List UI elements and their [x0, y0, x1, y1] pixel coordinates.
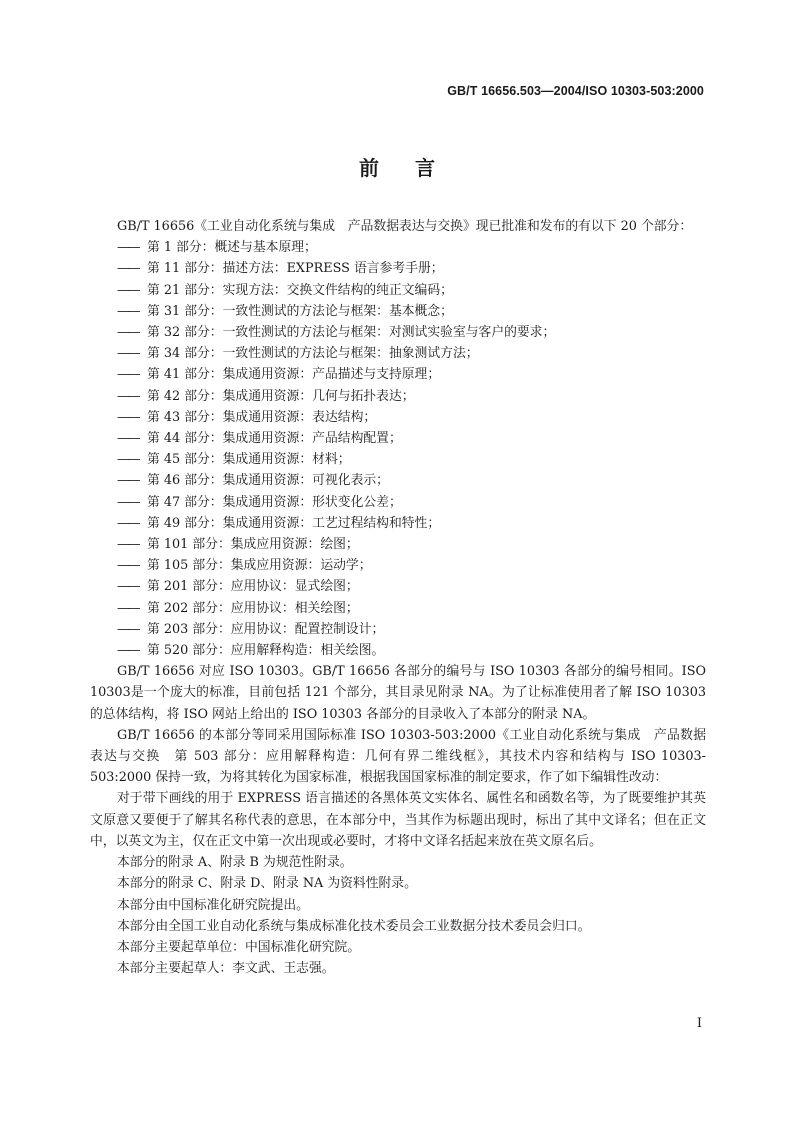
- body-paragraph: 本部分由全国工业自动化系统与集成标准化技术委员会工业数据分技术委员会归口。: [117, 918, 591, 934]
- part-list-item: [90, 576, 706, 597]
- list-dash: ——: [117, 515, 139, 531]
- list-dash: ——: [117, 473, 139, 489]
- part-list-text: 第 201 部分：应用协议：显式绘图；: [147, 579, 359, 595]
- part-list-item: [90, 407, 706, 428]
- body-paragraph: 本部分的附录 A、附录 B 为规范性附录。: [117, 855, 353, 871]
- list-dash: ——: [117, 325, 139, 341]
- part-list-text: 第 45 部分：集成通用资源：材料；: [147, 452, 351, 468]
- list-dash: ——: [117, 494, 139, 510]
- part-list-text: 第 101 部分：集成应用资源：绘图；: [147, 537, 359, 553]
- part-list-text: 第 49 部分：集成通用资源：工艺过程结构和特性；: [147, 515, 441, 531]
- part-list-item: [90, 301, 706, 322]
- part-list-item: [90, 513, 706, 534]
- part-list-item: [90, 428, 706, 449]
- body-paragraph: 对于带下画线的用于 EXPRESS 语言描述的各黑体英文实体名、属性名和函数名等，为了既要维护其英文原意又要便于了解其名称代表的意思，在本部分中，当其作为标题出现时，标出了其中文译名；但在正文中，以英文为主，仅在正文中第一次出现或必要时，才将中文译名括起来放在英文原名后。: [90, 791, 706, 849]
- list-dash: ——: [117, 240, 139, 256]
- parts-list: [90, 237, 706, 661]
- part-list-text: 第 105 部分：集成应用资源：运动学；: [147, 558, 372, 574]
- part-list-text: 第 520 部分：应用解释构造：相关绘图。: [147, 643, 385, 659]
- part-list-item: [90, 322, 706, 343]
- part-list-item: [90, 470, 706, 491]
- part-list-text: 第 21 部分：实现方法：交换文件结构的纯正文编码；: [147, 282, 453, 298]
- list-dash: ——: [117, 600, 139, 616]
- part-list-item: [90, 619, 706, 640]
- list-dash: ——: [117, 537, 139, 553]
- body-paragraph: 本部分由中国标准化研究院提出。: [117, 897, 309, 913]
- page-number: I: [696, 1016, 702, 1031]
- body-paragraphs: [90, 661, 706, 979]
- list-dash: ——: [117, 452, 139, 468]
- list-dash: ——: [117, 558, 139, 574]
- part-list-text: 第 44 部分：集成通用资源：产品结构配置；: [147, 431, 402, 447]
- body-paragraph: 本部分主要起草人：李文武、王志强。: [117, 961, 335, 977]
- part-list-text: 第 11 部分：描述方法：EXPRESS 语言参考手册；: [147, 261, 444, 277]
- part-list-item: [90, 386, 706, 407]
- list-dash: ——: [117, 621, 139, 637]
- document-body: [90, 216, 706, 979]
- part-list-text: 第 42 部分：集成通用资源：几何与拓扑表达；: [147, 388, 415, 404]
- body-paragraph: GB/T 16656 的本部分等同采用国际标准 ISO 10303-503:2000《工业自动化系统与集成 产品数据表达与交换 第 503 部分：应用解释构造：几何有界二维线框》，其技术内容和结构与 ISO 10303-503:2000 保持一致，为将其转化为国家标准，根据我国国家标准的制定要求，作了如下编辑性改动：: [90, 727, 706, 786]
- list-dash: ——: [117, 388, 139, 404]
- part-list-item: [90, 555, 706, 576]
- part-list-item: [90, 280, 706, 301]
- page-title: 前言: [359, 156, 471, 180]
- part-list-text: 第 203 部分：应用协议：配置控制设计；: [147, 621, 385, 637]
- list-dash: ——: [117, 409, 139, 425]
- part-list-text: 第 34 部分：一致性测试的方法论与框架：抽象测试方法；: [147, 346, 479, 362]
- part-list-text: 第 31 部分：一致性测试的方法论与框架：基本概念；: [147, 303, 453, 319]
- part-list-item: [90, 449, 706, 470]
- list-dash: ——: [117, 643, 139, 659]
- part-list-text: 第 32 部分：一致性测试的方法论与框架：对测试实验室与客户的要求；: [147, 325, 556, 341]
- list-dash: ——: [117, 431, 139, 447]
- list-dash: ——: [117, 261, 139, 277]
- part-list-item: [90, 598, 706, 619]
- part-list-text: 第 47 部分：集成通用资源：形状变化公差；: [147, 494, 402, 510]
- part-list-item: [90, 343, 706, 364]
- part-list-text: 第 41 部分：集成通用资源：产品描述与支持原理；: [147, 367, 441, 383]
- list-dash: ——: [117, 303, 139, 319]
- list-dash: ——: [117, 367, 139, 383]
- standard-code-header: GB/T 16656.503—2004/ISO 10303-503:2000: [447, 84, 704, 98]
- body-paragraph: 本部分主要起草单位：中国标准化研究院。: [117, 939, 361, 955]
- part-list-item: [90, 640, 706, 661]
- list-dash: ——: [117, 346, 139, 362]
- part-list-item: [90, 492, 706, 513]
- body-paragraph: 本部分的附录 C、附录 D、附录 NA 为资料性附录。: [117, 876, 417, 892]
- part-list-text: 第 202 部分：应用协议：相关绘图；: [147, 600, 359, 616]
- list-dash: ——: [117, 579, 139, 595]
- part-list-text: 第 46 部分：集成通用资源：可视化表示；: [147, 473, 389, 489]
- part-list-item: [90, 364, 706, 385]
- part-list-item: [90, 237, 706, 258]
- list-dash: ——: [117, 282, 139, 298]
- intro-paragraph: GB/T 16656《工业自动化系统与集成 产品数据表达与交换》现已批准和发布的有以下 20 个部分：: [117, 219, 693, 234]
- part-list-item: [90, 258, 706, 279]
- part-list-text: 第 43 部分：集成通用资源：表达结构；: [147, 409, 377, 425]
- part-list-text: 第 1 部分：概述与基本原理；: [147, 240, 317, 256]
- part-list-item: [90, 534, 706, 555]
- body-paragraph: GB/T 16656 对应 ISO 10303。GB/T 16656 各部分的编号与 ISO 10303 各部分的编号相同。ISO 10303是一个庞大的标准，目前包括 121 个部分，其目录见附录 NA。为了让标准使用者了解 ISO 10303的总体结构，将 ISO 网站上给出的 ISO 10303 各部分的目录收入了本部分的附录 NA。: [90, 664, 706, 722]
